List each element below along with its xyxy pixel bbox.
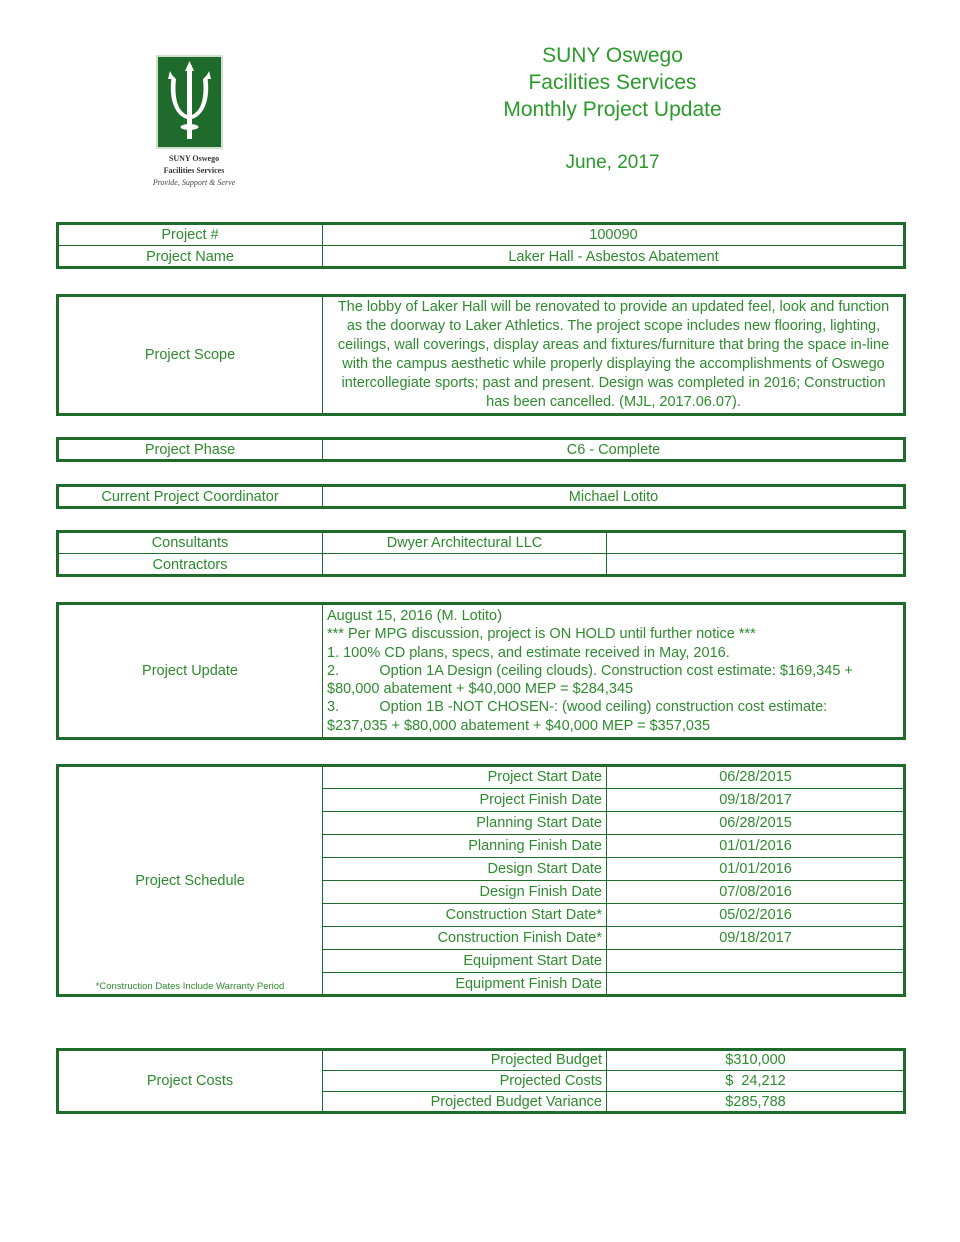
table-row	[58, 246, 905, 268]
update-line: August 15, 2016 (M. Lotito)	[327, 607, 502, 624]
project-scope-label: Project Scope	[58, 296, 323, 415]
project-costs-label: Project Costs	[58, 1050, 323, 1113]
project-update-label: Project Update	[58, 604, 323, 739]
update-line: *** Per MPG discussion, project is ON HOLD until further notice ***	[327, 626, 756, 643]
table-row	[58, 296, 905, 415]
project-costs-table	[57, 1049, 905, 1113]
logo-tagline: Provide, Support & Serve	[152, 178, 236, 187]
table-row	[58, 486, 905, 508]
schedule-row-label: Equipment Start Date	[323, 950, 607, 973]
coordinator-table	[57, 485, 905, 508]
header-org: SUNY Oswego	[542, 44, 683, 67]
trident-icon	[156, 55, 223, 149]
contractors-extra-cell	[607, 554, 905, 576]
update-line: 1. 100% CD plans, specs, and estimate received in May, 2016.	[327, 644, 730, 661]
project-phase-value: C6 - Complete	[323, 439, 905, 461]
schedule-row-value: 06/28/2015	[607, 766, 905, 789]
update-line: $80,000 abatement + $40,000 MEP = $284,345	[327, 681, 634, 698]
schedule-row-label: Planning Start Date	[323, 812, 607, 835]
schedule-row-value: 09/18/2017	[607, 789, 905, 812]
project-schedule-label: Project Schedule	[135, 872, 245, 889]
project-scope-table	[57, 295, 905, 415]
schedule-row-label: Construction Finish Date*	[323, 927, 607, 950]
update-line: 3. Option 1B -NOT CHOSEN-: (wood ceiling) construction cost estimate:	[327, 699, 828, 716]
contractors-label: Contractors	[58, 554, 323, 576]
schedule-row-value	[607, 973, 905, 996]
consultants-value: Dwyer Architectural LLC	[323, 532, 607, 554]
consultants-extra-cell	[607, 532, 905, 554]
schedule-row-value: 01/01/2016	[607, 858, 905, 881]
project-number-label: Project #	[58, 224, 323, 246]
table-row	[58, 439, 905, 461]
header-title: Monthly Project Update	[503, 98, 722, 121]
logo-line2: Facilities Services	[163, 166, 225, 175]
cost-row-value: $285,788	[607, 1092, 905, 1113]
schedule-row-value: 01/01/2016	[607, 835, 905, 858]
table-row	[58, 532, 905, 554]
schedule-row-label: Design Finish Date	[323, 881, 607, 904]
project-phase-table	[57, 438, 905, 461]
schedule-row-value	[607, 950, 905, 973]
schedule-row-value: 09/18/2017	[607, 927, 905, 950]
project-phase-label: Project Phase	[58, 439, 323, 461]
report-header	[470, 42, 755, 123]
project-name-value: Laker Hall - Asbestos Abatement	[323, 246, 905, 268]
consultants-label: Consultants	[58, 532, 323, 554]
cost-row-value: $310,000	[607, 1050, 905, 1071]
schedule-row-value: 07/08/2016	[607, 881, 905, 904]
project-number-value: 100090	[323, 224, 905, 246]
table-row	[58, 766, 905, 789]
schedule-row-label: Project Start Date	[323, 766, 607, 789]
cost-row-label: Projected Budget Variance	[323, 1092, 607, 1113]
table-row	[58, 224, 905, 246]
logo-caption	[150, 153, 238, 189]
schedule-row-value: 05/02/2016	[607, 904, 905, 927]
schedule-row-label: Construction Start Date*	[323, 904, 607, 927]
schedule-row-label: Design Start Date	[323, 858, 607, 881]
table-row	[58, 554, 905, 576]
project-schedule-table	[57, 765, 905, 996]
project-schedule-label-cell	[58, 766, 323, 996]
update-line: 2. Option 1A Design (ceiling clouds). Construction cost estimate: $169,345 +	[327, 662, 853, 679]
schedule-row-label: Project Finish Date	[323, 789, 607, 812]
schedule-row-value: 06/28/2015	[607, 812, 905, 835]
consultants-table	[57, 531, 905, 576]
table-row	[58, 1050, 905, 1071]
facilities-logo	[150, 55, 238, 189]
cost-row-label: Projected Costs	[323, 1071, 607, 1092]
project-update-table	[57, 603, 905, 739]
schedule-note: *Construction Dates Include Warranty Period	[95, 981, 285, 992]
project-name-label: Project Name	[58, 246, 323, 268]
logo-line1: SUNY Oswego	[168, 154, 220, 163]
project-scope-text: The lobby of Laker Hall will be renovated to provide an updated feel, look and function as the doorway to Laker Athletics. The project scope includes new flooring, lighting, ceilings, wall coverings, display areas and fixtures/furniture that bring the space in-line with the campus aesthetic while properly displaying the accomplishments of Oswego intercollegiate sports; past and present. Design was completed in 2016; Construction has been cancelled. (MJL, 2017.06.07).	[323, 296, 905, 415]
schedule-row-label: Equipment Finish Date	[323, 973, 607, 996]
coordinator-label: Current Project Coordinator	[58, 486, 323, 508]
table-row	[58, 604, 905, 739]
contractors-value	[323, 554, 607, 576]
project-id-table	[57, 223, 905, 268]
cost-row-value: $ 24,212	[607, 1071, 905, 1092]
cost-row-label: Projected Budget	[323, 1050, 607, 1071]
report-date: June, 2017	[565, 152, 660, 173]
update-line: $237,035 + $80,000 abatement + $40,000 MEP = $357,035	[327, 717, 711, 734]
project-update-text	[323, 604, 905, 739]
coordinator-value: Michael Lotito	[323, 486, 905, 508]
schedule-row-label: Planning Finish Date	[323, 835, 607, 858]
header-dept: Facilities Services	[528, 71, 697, 94]
